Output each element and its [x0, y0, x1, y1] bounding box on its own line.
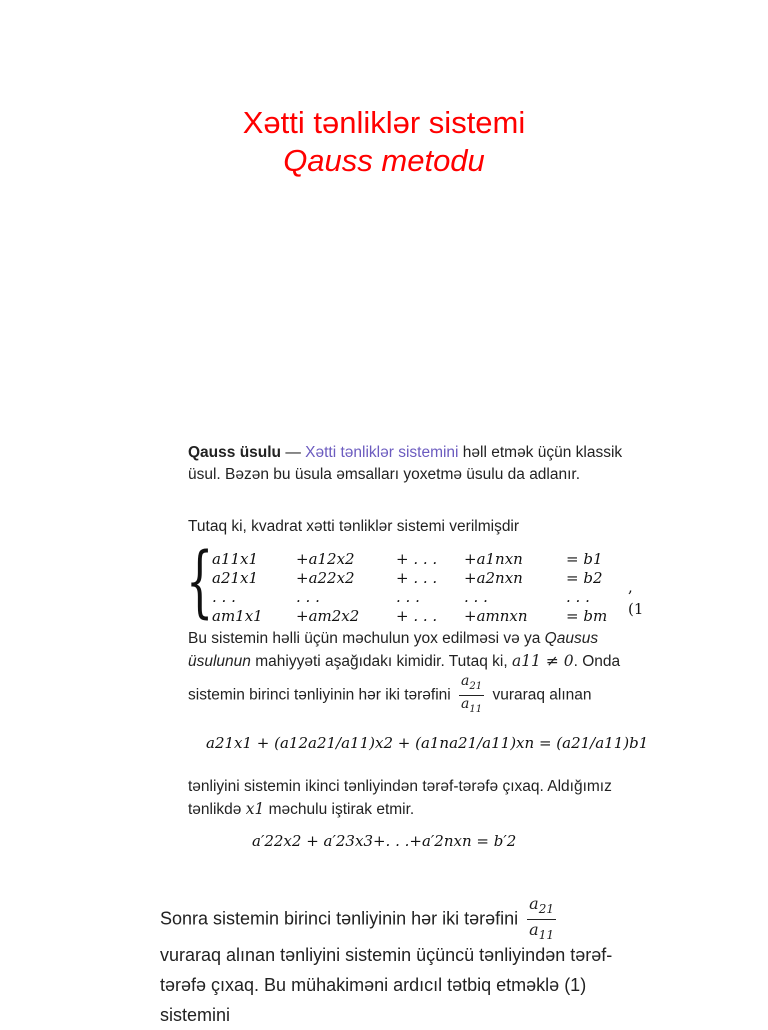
system-cell: + . . . [396, 569, 438, 587]
system-cell: + . . . [396, 607, 438, 625]
term-qauss-usulu: Qauss üsulu [188, 444, 282, 461]
system-cell: = b2 [566, 569, 603, 587]
method-text-d: vuraraq alınan [488, 686, 592, 704]
system-cell: +am2x2 [296, 607, 360, 625]
eq1-text: a21x1 + (a12a21/a11)x2 + (a1na21/a11)xn = (a21/a11)b1 [206, 734, 649, 752]
continuation-paragraph: vuraraq alınan tənliyini sistemin üçüncü tənliyindən tərəf-tərəfə çıxaq. Bu mühakiməni ardıcıl tətbiq etməklə (1) sistemini [160, 945, 613, 1025]
document-excerpt-2 [148, 866, 626, 1024]
system-cell: a21x1 [212, 569, 259, 587]
fraction-a21-a11: $\frac{a_{21}}{a_{11}}$ [461, 673, 483, 715]
system-cell: = bm [566, 607, 608, 625]
system-label: , (1 [628, 578, 644, 618]
system-cell: a11x1 [212, 550, 259, 568]
system-cell: . . . [464, 588, 488, 606]
title-line-2: Qauss metodu [283, 143, 485, 178]
system-cell: +a2nxn [464, 569, 523, 587]
system-cell: +amnxn [464, 607, 528, 625]
var-x1: x1 [245, 800, 265, 818]
link-xetti-tenlikler[interactable]: Xətti tənliklər sistemini [305, 444, 459, 461]
next-step-paragraph [160, 894, 630, 945]
method-text-a: Bu sistemin həlli üçün məchulun yox edilməsi və ya [188, 630, 545, 647]
system-cell: +a22x2 [296, 569, 355, 587]
system-cell: +a12x2 [296, 550, 355, 568]
subtract-text-b: məchulu iştirak etmir. [264, 801, 415, 818]
next-step-text: Sonra sistemin birinci tənliyinin hər iki tərəfini [160, 908, 519, 929]
method-text-italic: Qausus üsulunun [188, 630, 599, 670]
fraction-a21-a11-large: $\frac{a_{21}}{a_{11}}$ [529, 894, 554, 943]
system-cell: +a1nxn [464, 550, 523, 568]
equation-2 [252, 830, 516, 852]
system-cell: am1x1 [212, 607, 263, 625]
system-intro: Tutaq ki, kvadrat xətti tənliklər sistemi verilmişdir [188, 518, 520, 535]
left-brace-icon: { [186, 537, 214, 627]
system-cell: = b1 [566, 550, 603, 568]
method-paragraph [188, 628, 628, 718]
method-text-b: mahiyyəti aşağıdakı kimidir. Tutaq ki, [250, 653, 512, 670]
dash: — [281, 444, 306, 461]
intro-rest: həll etmək üçün klassik üsul. Bəzən bu üsula əmsalları yoxetmə üsulu da adlanır. [188, 444, 623, 483]
intro-paragraph [188, 442, 628, 486]
system-cell: + . . . [396, 550, 438, 568]
system-cell: . . . [396, 588, 420, 606]
system-cell: . . . [212, 588, 236, 606]
title-line-1: Xətti tənliklər sistemi [242, 105, 526, 140]
linear-system [186, 537, 646, 627]
slide-title [0, 104, 768, 180]
system-cell: . . . [296, 588, 320, 606]
document-excerpt [178, 438, 649, 862]
equation-1 [206, 732, 649, 754]
system-grid [212, 550, 616, 626]
condition-a11: a11 ≠ 0 [511, 652, 574, 670]
eq2-text: a′22x2 + a′23x3+. . .+a′2nxn = b′2 [252, 832, 517, 850]
subtract-text-a: tənliyini sistemin ikinci tənliyindən tərəf-tərəfə çıxaq. Aldığımız tənlikdə [188, 778, 612, 818]
method-text-c: . Onda sistemin birinci tənliyinin hər iki tərəfini [188, 653, 621, 704]
system-cell: . . . [566, 588, 590, 606]
subtract-paragraph [188, 776, 628, 821]
